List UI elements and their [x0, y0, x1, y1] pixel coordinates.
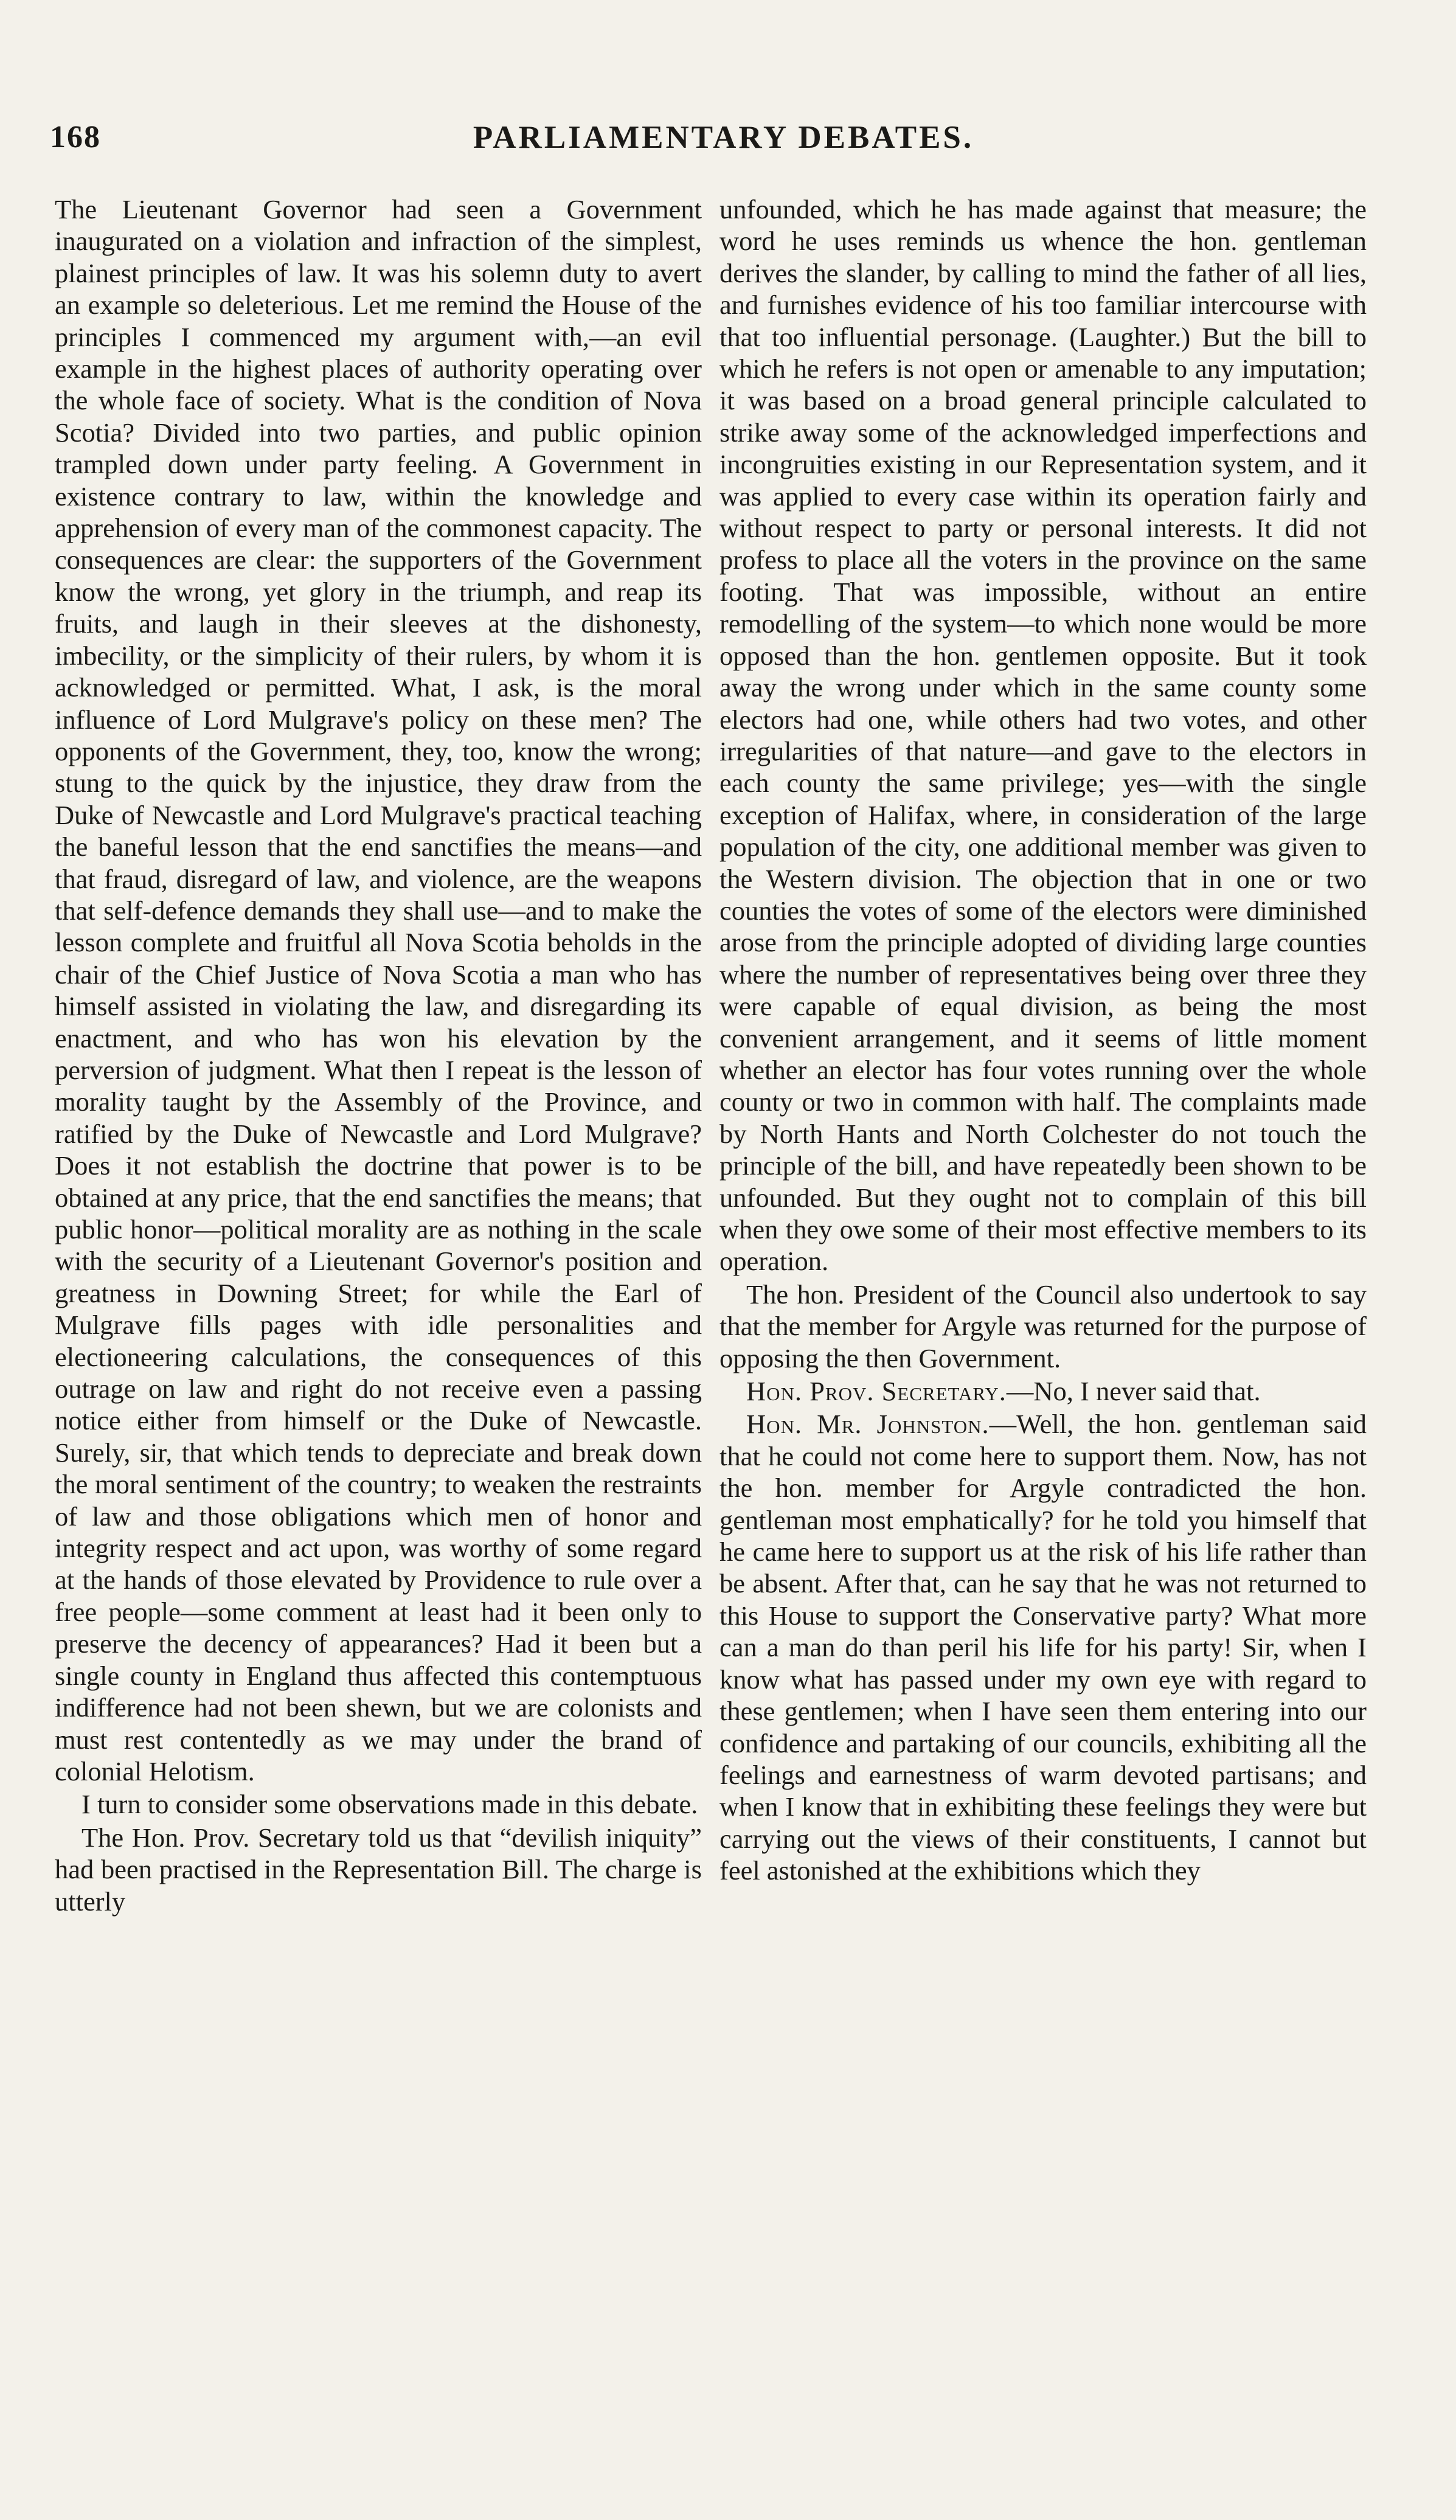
page-header — [50, 119, 1397, 174]
right-column — [719, 193, 1367, 1887]
right-paragraph-3 — [719, 1375, 1367, 1407]
running-head: PARLIAMENTARY DEBATES. — [473, 120, 974, 155]
speaker-prov-secretary: Hon. Prov. Secretary. — [746, 1376, 1007, 1407]
right-paragraph-2: The hon. President of the Council also undertook to say that the member for Argyle was returned for the purpose of opposing the then Government. — [719, 1279, 1367, 1373]
right-paragraph-4 — [719, 1408, 1367, 1886]
speaker-mr-johnston: Hon. Mr. Johnston. — [746, 1409, 990, 1440]
left-paragraph-3: The Hon. Prov. Secretary told us that “devilish iniquity” had been practised in the Representation Bill. The charge is utterly — [55, 1822, 702, 1917]
left-paragraph-1: The Lieutenant Governor had seen a Government inaugurated on a violation and infraction of the simplest, plainest principles of law. It was his solemn duty to avert an example so deleterious. Let me remind the House of the principles I commenced my argument with,—an evil example in the highest places of authority operating over the whole face of society. What is the condition of Nova Scotia? Divided into two parties, and public opinion trampled down under party feeling. A Government in existence contrary to law, within the knowledge and apprehension of every man of the commonest capacity. The consequences are clear: the supporters of the Government know the wrong, yet glory in the triumph, and reap its fruits, and laugh in their sleeves at the dishonesty, imbecility, or the simplicity of their rulers, by whom it is acknowledged or permitted. What, I ask, is the moral influence of Lord Mulgrave's policy on these men? The opponents of the Government, they, too, know the wrong; stung to the quick by the injustice, they draw from the Duke of Newcastle and Lord Mulgrave's practical teaching the baneful lesson that the end sanctifies the means—and that fraud, disregard of law, and violence, are the weapons that self-defence demands they shall use—and to make the lesson complete and fruitful all Nova Scotia beholds in the chair of the Chief Justice of Nova Scotia a man who has himself assisted in violating the law, and disregarding its enactment, and who has won his elevation by the perversion of judgment. What then I repeat is the lesson of morality taught by the Assembly of the Province, and ratified by the Duke of Newcastle and Lord Mulgrave? Does it not establish the doctrine that power is to be obtained at any price, that the end sanctifies the means; that public honor—political morality are as nothing in the scale with the security of a Lieutenant Governor's position and greatness in Downing Street; for while the Earl of Mulgrave fills pages with idle personalities and electioneering calculations, the consequences of this outrage on law and right do not receive even a passing notice either from himself or the Duke of Newcastle. Surely, sir, that which tends to depreciate and break down the moral sentiment of the country; to weaken the restraints of law and those obligations which men of honor and integrity respect and act upon, was worthy of some regard at the hands of those elevated by Providence to rule over a free people—some comment at least had it been only to preserve the decency of appearances? Had it been but a single county in England thus affected this contemptuous indifference had not been shewn, but we are colonists and must rest contentedly as we may under the brand of colonial Helotism. — [55, 194, 702, 1786]
speech-text: —No, I never said that. — [1006, 1376, 1261, 1407]
speech-text: —Well, the hon. gentleman said that he could not come here to support them. Now, has not the hon. member for Argyle contradicted the hon. gentleman most emphatically? for he told you himself that he came here to support us at the risk of his life rather than be absent. After that, can he say that he was not returned to this House to support the Conservative party? What more can a man do than peril his life for his party! Sir, when I know what has passed under my own eye with regard to these gentlemen; when I have seen them entering into our confidence and partaking of our councils, exhibiting all the feelings and earnestness of warm devoted partisans; and when I know that in exhibiting these feelings they were but carrying out the views of their constituents, I cannot but feel astonished at the exhibitions which they — [719, 1409, 1367, 1886]
left-paragraph-2: I turn to consider some observations made in this debate. — [81, 1789, 698, 1820]
left-column — [55, 193, 702, 1917]
page-number: 168 — [50, 120, 101, 154]
right-paragraph-1: unfounded, which he has made against that measure; the word he uses reminds us whence the hon. gentleman derives the slander, by calling to mind the father of all lies, and furnishes evidence of his too familiar intercourse with that too influential personage. (Laughter.) But the bill to which he refers is not open or amenable to any imputation; it was based on a broad general principle calculated to strike away some of the acknowledged imperfections and incongruities existing in our Representation system, and it was applied to every case within its operation fairly and without respect to party or personal interests. It did not profess to place all the voters in the province on the same footing. That was impossible, without an entire remodelling of the system—to which none would be more opposed than the hon. gentlemen opposite. But it took away the wrong under which in the same county some electors had one, while others had two votes, and other irregularities of that nature—and gave to the electors in each county the same privilege; yes—with the single exception of Halifax, where, in consideration of the large population of the city, one additional member was given to the Western division. The objection that in one or two counties the votes of some of the electors were diminished arose from the principle adopted of dividing large counties where the number of representatives being over three they were capable of equal division, as being the most convenient arrangement, and it seems of little moment whether an elector has four votes running over the whole county or two in common with half. The complaints made by North Hants and North Colchester do not touch the principle of the bill, and have repeatedly been shown to be unfounded. But they ought not to complain of this bill when they owe some of their most effective members to its operation. — [719, 194, 1367, 1277]
